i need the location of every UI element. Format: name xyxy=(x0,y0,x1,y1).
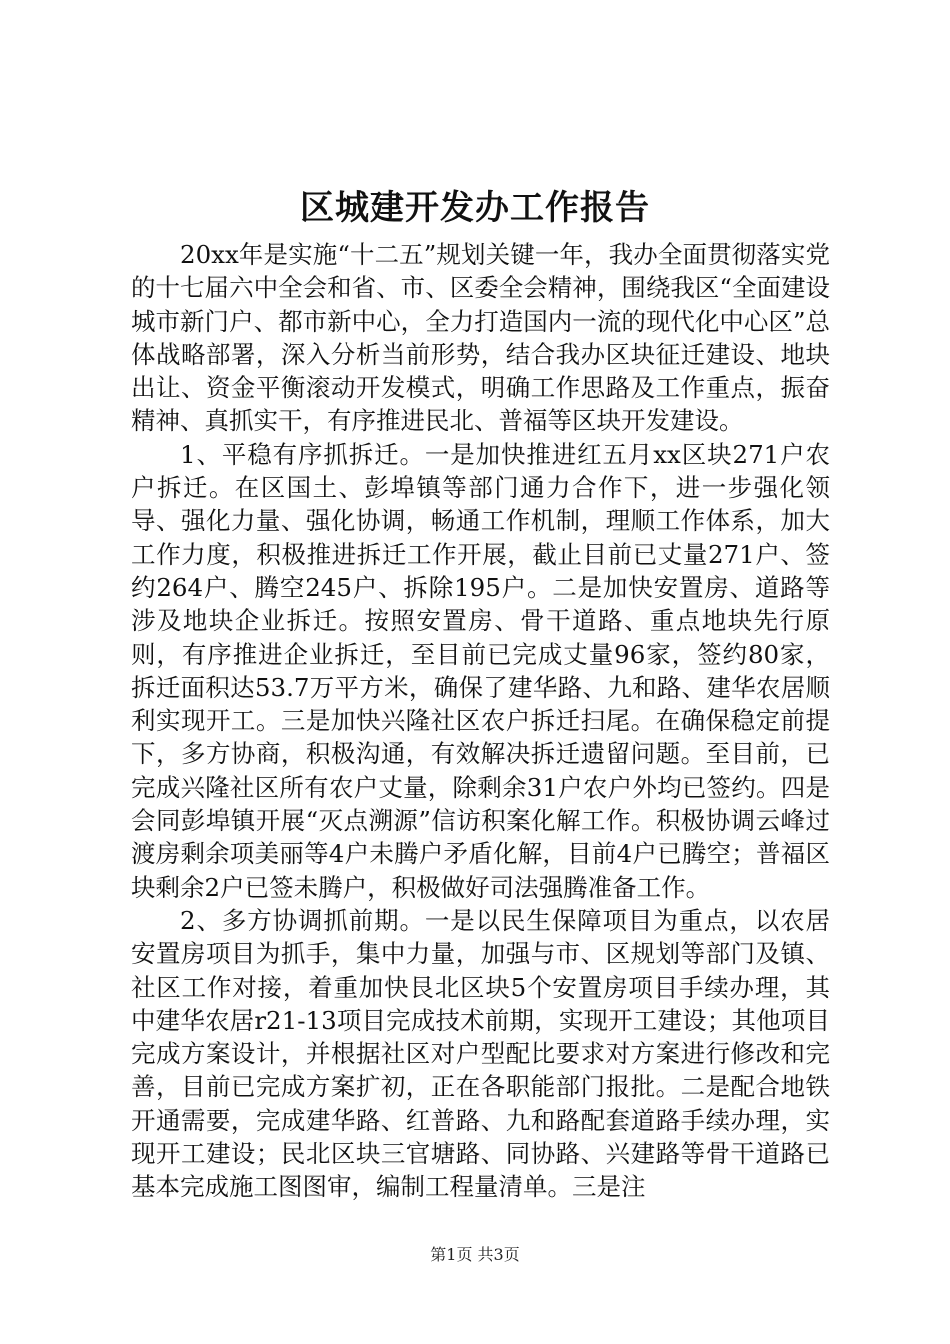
paragraph-preliminary: 2、多方协调抓前期。一是以民生保障项目为重点，以农居安置房项目为抓手，集中力量，加强与市、区规划等部门及镇、社区工作对接，着重加快艮北区块5个安置房项目手续办理，其中建华农居r21-13项目完成技术前期，实现开工建设；其他项目完成方案设计，并根据社区对户型配比要求对方案进行修改和完善，目前已完成方案扩初，正在各职能部门报批。二是配合地铁开通需要，完成建华路、红普路、九和路配套道路手续办理，实现开工建设；民北区块三官塘路、同协路、兴建路等骨干道路已基本完成施工图图审，编制工程量清单。三是注 xyxy=(131,905,830,1202)
page-footer: 第1页 共3页 xyxy=(430,1245,520,1264)
document-body xyxy=(131,238,830,1204)
paragraph-demolition: 1、平稳有序抓拆迁。一是加快推进红五月xx区块271户农户拆迁。在区国土、彭埠镇等部门通力合作下，进一步强化领导、强化力量、强化协调，畅通工作机制，理顺工作体系，加大工作力度，积极推进拆迁工作开展，截止目前已丈量271户、签约264户、腾空245户、拆除195户。二是加快安置房、道路等涉及地块企业拆迁。按照安置房、骨干道路、重点地块先行原则，有序推进企业拆迁，至目前已完成丈量96家，签约80家，拆迁面积达53.7万平方米，确保了建华路、九和路、建华农居顺利实现开工。三是加快兴隆社区农户拆迁扫尾。在确保稳定前提下，多方协商，积极沟通，有效解决拆迁遗留问题。至目前，已完成兴隆社区所有农户丈量，除剩余31户农户外均已签约。四是会同彭埠镇开展“灭点溯源”信访积案化解工作。积极协调云峰过渡房剩余项美丽等4户未腾户矛盾化解，目前4户已腾空；普福区块剩余2户已签未腾户，积极做好司法强腾准备工作。 xyxy=(131,439,830,902)
document-title: 区城建开发办工作报告 xyxy=(300,188,650,228)
paragraph-intro: 20xx年是实施“十二五”规划关键一年，我办全面贯彻落实党的十七届六中全会和省、市、区委全会精神，围绕我区“全面建设城市新门户、都市新中心，全力打造国内一流的现代化中心区”总体战略部署，深入分析当前形势，结合我办区块征迁建设、地块出让、资金平衡滚动开发模式，明确工作思路及工作重点，振奋精神、真抓实干，有序推进民北、普福等区块开发建设。 xyxy=(131,240,830,436)
